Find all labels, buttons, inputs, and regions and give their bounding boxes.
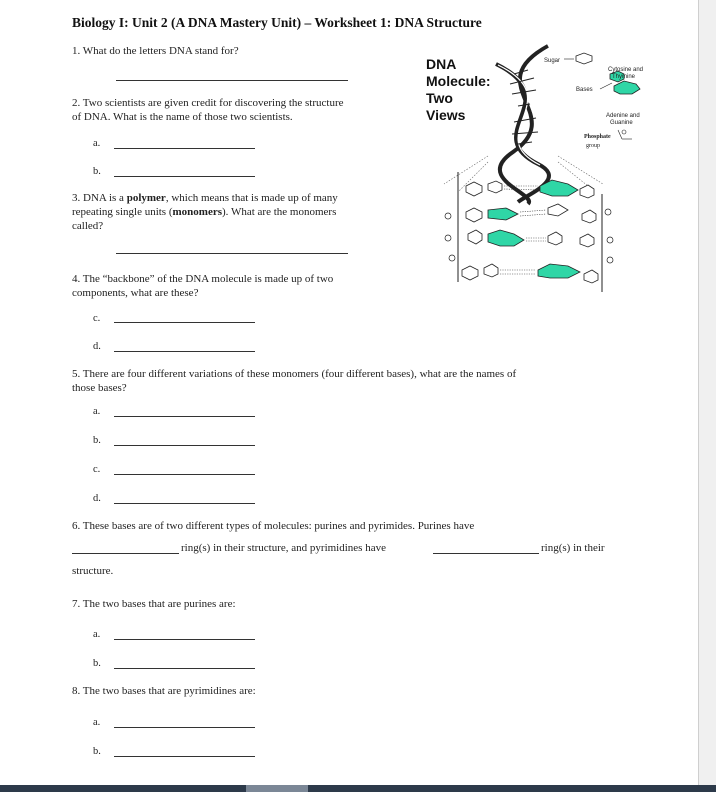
answer-line-q5b[interactable] [114, 445, 255, 446]
question-4-line2: components, what are these? [72, 287, 199, 299]
q7-label-a: a. [93, 629, 101, 640]
viewer-scrollbar[interactable] [0, 785, 716, 792]
answer-line-q5c[interactable] [114, 474, 255, 475]
answer-line-q4c[interactable] [114, 322, 255, 323]
answer-line-q7b[interactable] [114, 668, 255, 669]
answer-line-q2a[interactable] [114, 148, 255, 149]
question-3-line3: called? [72, 220, 104, 232]
question-3-line2: repeating single units (monomers). What are the monomers [72, 206, 337, 218]
diagram-title-line1: DNA [426, 56, 457, 72]
label-sugar: Sugar [544, 58, 561, 64]
q2-label-b: b. [93, 166, 101, 177]
answer-line-q7a[interactable] [114, 639, 255, 640]
q5-label-c: c. [93, 464, 101, 475]
q4-label-c: c. [93, 313, 101, 324]
label-phosphate-1: Phosphate [584, 134, 611, 140]
answer-line-q1[interactable] [116, 80, 348, 81]
diagram-title-line2: Molecule: [426, 73, 491, 89]
question-8: 8. The two bases that are pyrimidines are: [72, 685, 256, 697]
q5-label-d: d. [93, 493, 101, 504]
page-title: Biology I: Unit 2 (A DNA Mastery Unit) – Worksheet 1: DNA Structure [72, 15, 482, 30]
q2-label-a: a. [93, 138, 101, 149]
answer-line-q5d[interactable] [114, 503, 255, 504]
answer-line-q2b[interactable] [114, 176, 255, 177]
q8-label-a: a. [93, 717, 101, 728]
label-adenine-guanine-1: Adenine and [606, 113, 640, 119]
question-6-mid1: ring(s) in their structure, and pyrimidines have [181, 542, 386, 554]
scrollbar-thumb[interactable] [246, 785, 308, 792]
question-5-line2: those bases? [72, 382, 127, 394]
label-cytosine-thymine-2: Thymine [612, 74, 636, 80]
question-6-mid2: ring(s) in their [541, 542, 605, 554]
answer-line-q6-pyrimidines[interactable] [433, 553, 539, 554]
diagram-title-line3: Two [426, 90, 453, 106]
question-2-line1: 2. Two scientists are given credit for discovering the structure [72, 97, 344, 109]
answer-line-q8b[interactable] [114, 756, 255, 757]
question-7: 7. The two bases that are purines are: [72, 598, 236, 610]
answer-line-q5a[interactable] [114, 416, 255, 417]
diagram-title-line4: Views [426, 107, 466, 123]
question-3-line1: 3. DNA is a polymer, which means that is made up of many [72, 192, 338, 204]
q4-label-d: d. [93, 341, 101, 352]
label-phosphate-2: group [586, 143, 600, 149]
answer-line-q8a[interactable] [114, 727, 255, 728]
question-1: 1. What do the letters DNA stand for? [72, 45, 239, 57]
question-4-line1: 4. The “backbone” of the DNA molecule is made up of two [72, 273, 334, 285]
question-5-line1: 5. There are four different variations of these monomers (four different bases), what are the names of [72, 368, 517, 380]
q5-label-a: a. [93, 406, 101, 417]
answer-line-q6-purines[interactable] [72, 553, 179, 554]
label-adenine-guanine-2: Guanine [610, 120, 633, 126]
question-2-line2: of DNA. What is the name of those two scientists. [72, 111, 293, 123]
label-cytosine-thymine-1: Cytosine and [608, 67, 644, 73]
q5-label-b: b. [93, 435, 101, 446]
q8-label-b: b. [93, 746, 101, 757]
answer-line-q3[interactable] [116, 253, 348, 254]
question-6-line3: structure. [72, 565, 114, 577]
label-bases: Bases [576, 87, 593, 93]
diagram-labels-layer [418, 44, 668, 294]
answer-line-q4d[interactable] [114, 351, 255, 352]
question-6-line1: 6. These bases are of two different types of molecules: purines and pyrimides. Purines have [72, 520, 475, 532]
dna-molecule-diagram [418, 44, 668, 294]
q7-label-b: b. [93, 658, 101, 669]
